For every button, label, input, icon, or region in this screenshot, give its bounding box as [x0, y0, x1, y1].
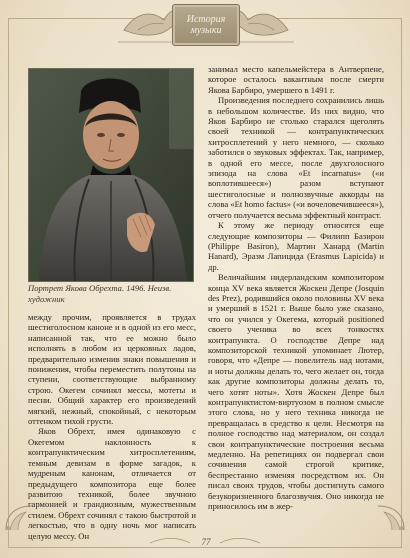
paragraph: между прочим, проявляется в трудах шестиголосном каноне и в одной из его месс, написанной так, что ее можно было исполнять в любом из церковных ладов, предварительно изменив знаки повышения и понижения, чтобы переместить полутоны на ступени, соответствующие выбранному строю. Окегем сочинял мессы, мотеты и песни. Общий характер его произведений мягкий, нежный, спокойный, с некоторым оттенком тихой грусти. — [28, 312, 196, 427]
portrait-image — [28, 68, 194, 282]
portrait-painting-icon — [29, 69, 193, 281]
portrait-caption: Портрет Якова Обрехта. 1496. Неизв. художник — [28, 283, 172, 304]
section-title — [172, 4, 240, 46]
paragraph: занимал место капельмейстера в Антверпене, которое осталось вакантным после смерти Якова Барбиро, умершего в 1491 г. — [208, 64, 384, 95]
page-number: 77 — [201, 537, 211, 547]
section-title-line1: История — [186, 14, 226, 25]
section-title-line2: музыки — [190, 25, 222, 36]
corner-ornament-icon — [2, 500, 36, 534]
paragraph: К этому же периоду относятся еще следующие композиторы — Филипп Базирон (Philippe Basiron), Мартин Ханард (Martin Hanard), Эразм Лапицида (Erasmus Lapicida) и др. — [208, 220, 384, 272]
left-text-column — [28, 312, 196, 541]
paragraph: Величайшим нидерландским композитором конца XV века является Жоскен Депре (Josquin des Prez), родившийся около половины XV века и умерший в 1521 г. Выше было уже сказано, что он учился у Окегема, который positioned своего ученика во всех тонкостях контрапункта. О господстве Депре над композиторской техникой упоминает Лютер, говоря, что «Депре — повелитель над нотами, и ноты должны делать то, чего желает он, тогда как другие композиторы должны делать то, чего хотят ноты». Хотя Жоскен Депре был контрапунктистом-виртуозом в полном смысле этого слова, но у него техника никогда не превращалась в средство к цели. Несмотря на полное господство над материалом, он создал свои контрапунктические построения весьма медленно. На репетициях он подвергал свои сочинения самой строгой критике, беспрестанно изменяя посредством их. Он писал своих трудов, чтобы достигнуть самого безукоризненного благозвучия. Оно никогда не приносилось им в жер- — [208, 272, 384, 512]
right-text-column — [208, 64, 384, 511]
corner-ornament-icon — [374, 500, 408, 534]
paragraph: Произведения последнего сохранились лишь в небольшом количестве. Из них видно, что Яков Барбиро не столько старался щеголять своей техникой — контрапунктических хитросплетений у него немного, — сколько заботился о звуковых эффектах. Так, например, в одной его мессе, после двухголосного эпизода на слова «Et incarnatus» («и воплотившееся») разом вступают шестиголосные и полнозвучные аккорды на слова «Et homo factus» («и вочеловечившееся»), отчего получается весьма эффектный контраст. — [208, 95, 384, 220]
paragraph: Яков Обрехт, имея одинаковую с Окегемом наклонность к контрапунктическим хитросплетениям, темным девизам в форме загадок, к мудреным канонам, отличается от предыдущего композитора еще более развитою техникой, более звучною гармонией и грандиозным, мужественным стилем. Обрехт сочинял с такою быстротой и легкостью, что в одну ночь мог написать целую мессу. Он — [28, 426, 196, 541]
